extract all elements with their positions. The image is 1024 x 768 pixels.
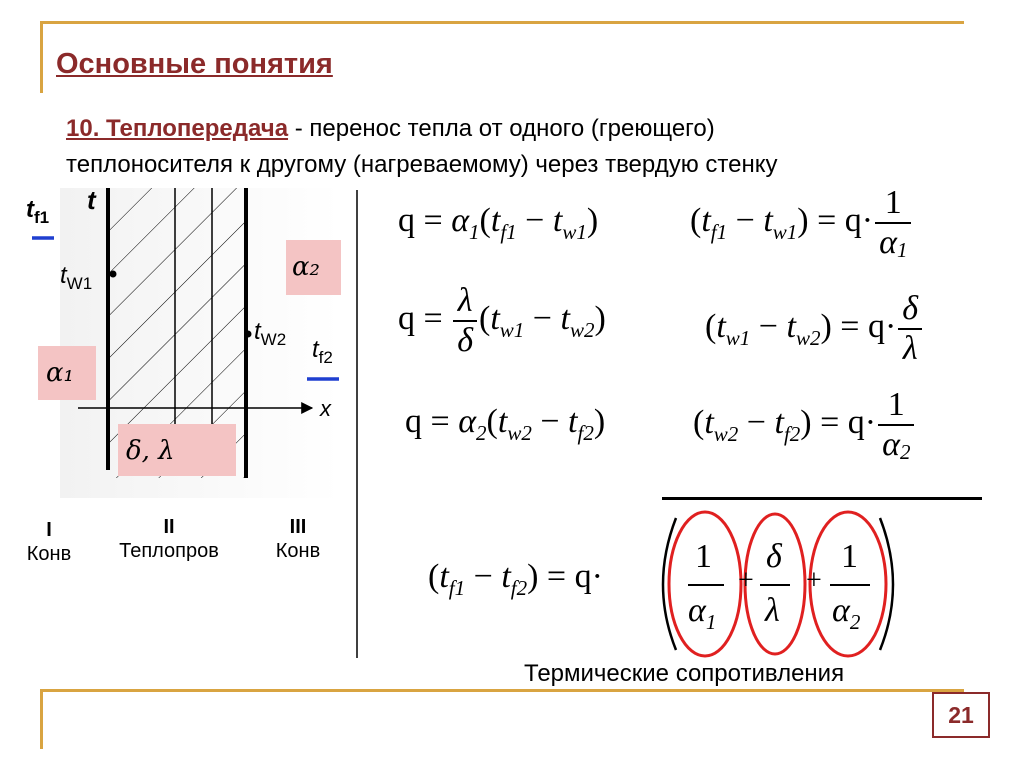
zone-3-name: Конв — [275, 540, 321, 562]
sum-term-2-num: δ — [766, 538, 782, 575]
tf1-label: $t_{f1}$ — [26, 196, 50, 227]
equation-q-alpha1: $q = \alpha_1(t_{f1} - t_{w1})$ — [398, 202, 599, 244]
equation-sum: $(t_{f1} - t_{f2}) = q\cdot$ — [428, 558, 603, 600]
alpha2-label: α₂ — [292, 252, 320, 282]
zone-1-roman: I — [46, 519, 52, 541]
tw2-label: $t_{W2}$ — [254, 318, 287, 349]
equation-q-conduction: q = $\frac{\lambda}{\delta}$ $(t_{w1} - t_{w2})$ — [398, 282, 606, 359]
delta-over-lambda: $\frac{\delta}{\lambda}$ — [898, 290, 922, 368]
definition-term: 10. Теплопередача — [66, 115, 289, 142]
sum-plus-2: + — [806, 565, 822, 596]
one-over-alpha1: $\frac{1}{\alpha 1}$ — [875, 184, 911, 262]
equation-dt-1: $(t_{f1} - t_{w1}) = q\cdot$ $\frac{1}{\alpha 1}$ — [690, 184, 913, 262]
zone-3-roman: III — [289, 516, 307, 538]
zone-2-name: Теплопров — [119, 540, 219, 562]
tf2-label: $t_{f2}$ — [312, 336, 333, 367]
sum-term-1-den: $\alpha_1$ — [688, 592, 717, 634]
sum-term-3-den: $\alpha_2$ — [832, 592, 861, 634]
equation-q-alpha2: $q = \alpha_2(t_{w2} - t_{f2})$ — [405, 403, 606, 445]
slide-title: Основные понятия — [56, 48, 333, 80]
delta-lambda-label: δ, λ — [126, 436, 175, 466]
sum-term-1-num: 1 — [695, 538, 712, 575]
definition-text-2: теплоносителя к другому (нагреваемому) через твердую стенку — [66, 151, 778, 178]
x-axis-label: x — [320, 396, 331, 421]
thermal-resistance-caption: Термические сопротивления — [524, 660, 845, 687]
zone-2-roman: II — [163, 516, 175, 538]
alpha1-label: α₁ — [46, 358, 74, 388]
sum-term-2-den: λ — [765, 592, 780, 629]
tw1-label: $t_{W1}$ — [60, 262, 93, 293]
definition-text-1: - перенос тепла от одного (греющего) — [288, 115, 715, 142]
lambda-over-delta: $\frac{\lambda}{\delta}$ — [453, 282, 477, 360]
zone-1-name: Конв — [26, 543, 72, 565]
equation-dt-3: $(t_{w2} - t_{f2}) = q\cdot$ $\frac{1}{\alpha 2}$ — [693, 386, 916, 464]
page-number: 21 — [932, 692, 990, 738]
sum-term-3-num: 1 — [841, 538, 858, 575]
one-over-alpha2: $\frac{1}{\alpha 2}$ — [878, 386, 914, 464]
sum-plus-1: + — [738, 565, 754, 596]
equation-dt-2: $(t_{w1} - t_{w2}) = q\cdot$ $\frac{\delta}{\lambda}$ — [705, 290, 924, 368]
t-axis-label: t — [87, 185, 96, 215]
